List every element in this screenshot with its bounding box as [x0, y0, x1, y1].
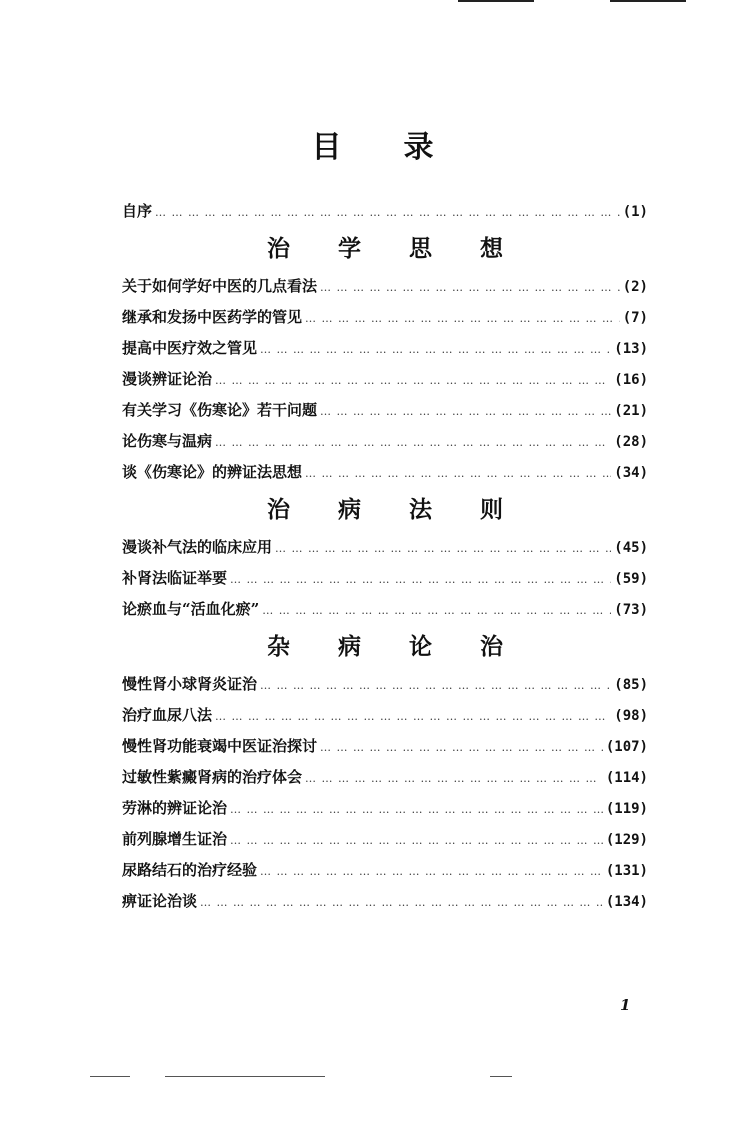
- toc-entry-page: (34): [614, 465, 648, 481]
- toc-entry[interactable]: [122, 793, 648, 824]
- toc-entry-page: (85): [614, 677, 648, 693]
- toc-entry-title: 关于如何学好中医的几点看法: [122, 277, 318, 295]
- toc-entry-page: (131): [605, 863, 648, 879]
- leader-dots: [260, 334, 611, 365]
- leader-dots: [260, 856, 603, 887]
- section-heading: 治 病 法 则: [266, 497, 524, 523]
- leader-dots: [230, 794, 603, 825]
- toc-entry-page: (21): [614, 403, 648, 419]
- table-of-contents: [122, 196, 648, 917]
- scan-artifact: [90, 1076, 130, 1077]
- toc-entry-page: (129): [605, 832, 648, 848]
- toc-entry-title: 劳淋的辨证论治: [122, 799, 228, 817]
- section-heading: 杂 病 论 治: [266, 634, 524, 660]
- leader-dots: [200, 887, 603, 918]
- toc-entry-page: (28): [614, 434, 648, 450]
- page-number: 1: [620, 996, 631, 1014]
- toc-entry-page: (2): [622, 279, 648, 295]
- leader-dots: [305, 303, 620, 334]
- leader-dots: [320, 732, 603, 763]
- leader-dots: [305, 763, 603, 794]
- top-rule-right: [610, 0, 686, 2]
- toc-entry[interactable]: [122, 333, 648, 364]
- toc-entry-title: 前列腺增生证治: [122, 830, 228, 848]
- leader-dots: [262, 595, 611, 626]
- toc-entry-page: (98): [614, 708, 648, 724]
- toc-entry-title: 谈《伤寒论》的辨证法思想: [122, 463, 303, 481]
- leader-dots: [230, 564, 611, 595]
- leader-dots: [155, 197, 620, 228]
- title-char-2: 录: [403, 130, 436, 165]
- toc-entry-title: 继承和发扬中医药学的管见: [122, 308, 303, 326]
- toc-entry[interactable]: [122, 395, 648, 426]
- toc-entry-page: (16): [614, 372, 648, 388]
- toc-entry-page: (73): [614, 602, 648, 618]
- leader-dots: [260, 670, 611, 701]
- top-rule-left: [458, 0, 534, 2]
- toc-entry-title: 论伤寒与温病: [122, 432, 213, 450]
- toc-entry-preface[interactable]: [122, 196, 648, 227]
- leader-dots: [230, 825, 603, 856]
- toc-entry[interactable]: [122, 700, 648, 731]
- toc-entry-title: 慢性肾功能衰竭中医证治探讨: [122, 737, 318, 755]
- toc-entry[interactable]: [122, 302, 648, 333]
- toc-entry-title: 漫谈辨证论治: [122, 370, 213, 388]
- section-heading: 治 学 思 想: [266, 236, 524, 262]
- toc-entry-page: (107): [605, 739, 648, 755]
- toc-entry-page: (134): [605, 894, 648, 910]
- toc-entry[interactable]: [122, 731, 648, 762]
- toc-entry-page: (45): [614, 540, 648, 556]
- toc-entry-title: 尿路结石的治疗经验: [122, 861, 258, 879]
- toc-entry-title: 治疗血尿八法: [122, 706, 213, 724]
- scan-artifact: [490, 1076, 512, 1077]
- toc-entry[interactable]: [122, 594, 648, 625]
- toc-entry-title: 补肾法临证举要: [122, 569, 228, 587]
- toc-entry[interactable]: [122, 271, 648, 302]
- toc-entry[interactable]: [122, 824, 648, 855]
- toc-entry[interactable]: [122, 669, 648, 700]
- toc-entry-title: 论瘀血与“活血化瘀”: [122, 600, 260, 618]
- toc-entry[interactable]: [122, 762, 648, 793]
- leader-dots: [320, 396, 611, 427]
- toc-entry[interactable]: [122, 426, 648, 457]
- toc-entry[interactable]: [122, 886, 648, 917]
- leader-dots: [215, 701, 611, 732]
- scan-artifact: [165, 1076, 325, 1077]
- toc-entry[interactable]: [122, 457, 648, 488]
- page-title: [0, 122, 747, 166]
- toc-entry-page: (114): [605, 770, 648, 786]
- toc-entry-title: 痹证论治谈: [122, 892, 198, 910]
- toc-entry[interactable]: [122, 532, 648, 563]
- toc-entry-page: (7): [622, 310, 648, 326]
- leader-dots: [215, 365, 611, 396]
- toc-entry-title: 慢性肾小球肾炎证治: [122, 675, 258, 693]
- toc-entry-page: (13): [614, 341, 648, 357]
- title-char-1: 目: [311, 130, 344, 165]
- toc-entry-title: 有关学习《伤寒论》若干问题: [122, 401, 318, 419]
- toc-entry-title: 过敏性紫癜肾病的治疗体会: [122, 768, 303, 786]
- leader-dots: [275, 533, 611, 564]
- toc-entry-title: 自序: [122, 202, 153, 220]
- toc-entry[interactable]: [122, 364, 648, 395]
- toc-entry-page: (1): [622, 204, 648, 220]
- toc-entry[interactable]: [122, 563, 648, 594]
- toc-entry[interactable]: [122, 855, 648, 886]
- toc-entry-title: 提高中医疗效之管见: [122, 339, 258, 357]
- leader-dots: [305, 458, 611, 489]
- toc-entry-title: 漫谈补气法的临床应用: [122, 538, 273, 556]
- toc-entry-page: (119): [605, 801, 648, 817]
- toc-entry-page: (59): [614, 571, 648, 587]
- leader-dots: [320, 272, 620, 303]
- leader-dots: [215, 427, 611, 458]
